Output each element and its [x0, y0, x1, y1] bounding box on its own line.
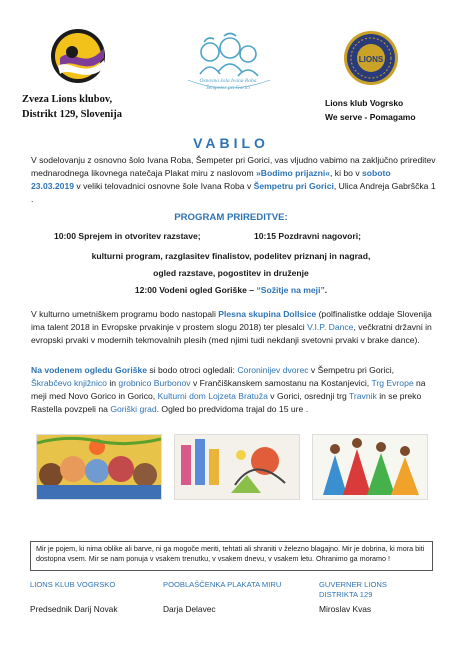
district-name — [22, 92, 172, 122]
tour-place-5: Kulturni dom Lojzeta Bratuža — [157, 391, 268, 401]
tour-text-7: in se preko Rastella povzpeli na — [31, 391, 422, 414]
peace-quote-box: Mir je pojem, ki nima oblike ali barve, ni ga mogoče meriti, tehtati ali shraniti v železno blagajno. Mir je dobrina, ki mora biti dostopna vsem. Mir se nam ponuja v vsakem trenutku, v vsakem dnevu, v vsakem letu. Ohranimo ga moramo ! — [30, 541, 433, 571]
program-item-1: 10:00 Sprejem in otvoritev razstave; — [54, 231, 201, 241]
program-title: PROGRAM PRIREDITVE: — [174, 212, 288, 223]
tour-title: Na vodenem ogledu Goriške — [31, 365, 148, 375]
signature-3-title: GUVERNER LIONS DISTRIKTA 129 — [319, 580, 387, 599]
tour-text-8: . Ogled bo predvidoma trajal do 15 ure . — [156, 404, 309, 414]
tour-place-6: Travnik — [348, 391, 377, 401]
tour-place-7: Goriški grad — [110, 404, 157, 414]
signature-3-name: Miroslav Kvas — [319, 604, 372, 614]
tour-place-1: Coroninijev dvorec — [237, 365, 309, 375]
tour-place-3: grobnico Burbonov — [118, 378, 191, 388]
signature-1-title: LIONS KLUB VOGRSKO — [30, 580, 116, 589]
program-item-3: kulturni program, razglasitev finalistov, podelitev priznanj in nagrad, — [91, 251, 371, 261]
tour-place-4: Trg Evrope — [371, 378, 414, 388]
club-name — [325, 96, 455, 124]
tour-text-4: v Frančiškanskem samostanu na Kostanjevici, — [190, 378, 372, 388]
tour-text-6: v Gorici, osrednji trg — [267, 391, 349, 401]
poster-image-3 — [312, 434, 428, 500]
event-date: soboto 23.03.2019 — [31, 168, 391, 191]
culture-text-1: V kulturno umetniškem programu bodo nastopali — [31, 309, 219, 319]
district-name-line2: Distrikt 129, Slovenija — [22, 109, 123, 120]
dance-group-2: V.I.P. Dance — [307, 322, 354, 332]
club-motto: We serve - Pomagamo — [325, 112, 416, 122]
school-logo-town: Šempeter pri Gorici — [206, 85, 250, 91]
program-item-5-theme: “Sožitje na meji” — [256, 285, 325, 295]
signature-block-2 — [163, 580, 303, 614]
intro-paragraph — [31, 154, 436, 206]
signature-2-name: Darja Delavec — [163, 604, 216, 614]
signature-1-name: Predsednik Darij Novak — [30, 604, 118, 614]
poster-image-1 — [36, 434, 162, 500]
program-item-4: ogled razstave, pogostitev in druženje — [153, 268, 309, 278]
school-logo-name: Osnovna šola Ivana Roba — [199, 78, 257, 84]
poster-image-2 — [174, 434, 300, 500]
district-name-line1: Zveza Lions klubov, — [22, 94, 113, 105]
dance-group-1: Plesna skupina Dollsice — [218, 309, 317, 319]
intro-text-2: , ki bo v — [330, 168, 363, 178]
tour-text-1: si bodo otroci ogledali: — [147, 365, 238, 375]
intro-text-1: V sodelovanju z osnovno šolo Ivana Roba, Šempeter pri Gorici, vas vljudno vabimo na zaključno prireditev mednarodnega likovnega natečaja Plakat miru z naslovom — [31, 155, 436, 178]
document-title: VABILO — [193, 135, 269, 151]
district-logo — [50, 28, 106, 84]
program-item-5-time: 12:00 Vodeni ogled Goriške – — [134, 285, 257, 295]
tour-place-2: Škrabčevo knjižnico — [31, 378, 107, 388]
club-name-line1: Lions klub Vogrsko — [325, 98, 404, 108]
tour-paragraph — [31, 364, 436, 416]
intro-text-4: , Ulica Andreja Gabrščka 1 . — [31, 181, 436, 204]
lions-logo — [343, 30, 399, 86]
event-location: Šempetru pri Gorici — [253, 181, 334, 191]
intro-text-3: v veliki telovadnici osnovne šole Ivana Roba v — [74, 181, 254, 191]
school-logo-text — [178, 78, 278, 92]
culture-text-3: , večkratni državni in evropski prvaki v modernih tekmovalnih plesih (med njimi tudi nekdanji svetovni prvaki v brake dance). — [31, 322, 432, 345]
program-item-2: 10:15 Pozdravni nagovori; — [254, 231, 361, 241]
culture-text-2: (polfinalistke oddaje Slovenija ima talent 2018 in Evropske prvakinje v prostem slogu 2018) ter plesalci — [31, 309, 432, 332]
signature-block-1 — [30, 580, 150, 614]
event-title: »Bodimo prijazni« — [256, 168, 331, 178]
signature-2-title: POOBLAŠČENKA PLAKATA MIRU — [163, 580, 282, 589]
tour-text-5: na meji med Novo Gorico in Gorico, — [31, 378, 426, 401]
program-item-5-end: . — [324, 285, 328, 295]
program-item-5 — [0, 285, 462, 295]
lions-seal-text: LIONS — [358, 55, 384, 64]
culture-paragraph — [31, 308, 436, 347]
signature-block-3 — [319, 580, 419, 614]
tour-text-3: in — [106, 378, 119, 388]
school-logo — [178, 30, 278, 98]
tour-text-2: v Šempetru pri Gorici, — [308, 365, 394, 375]
